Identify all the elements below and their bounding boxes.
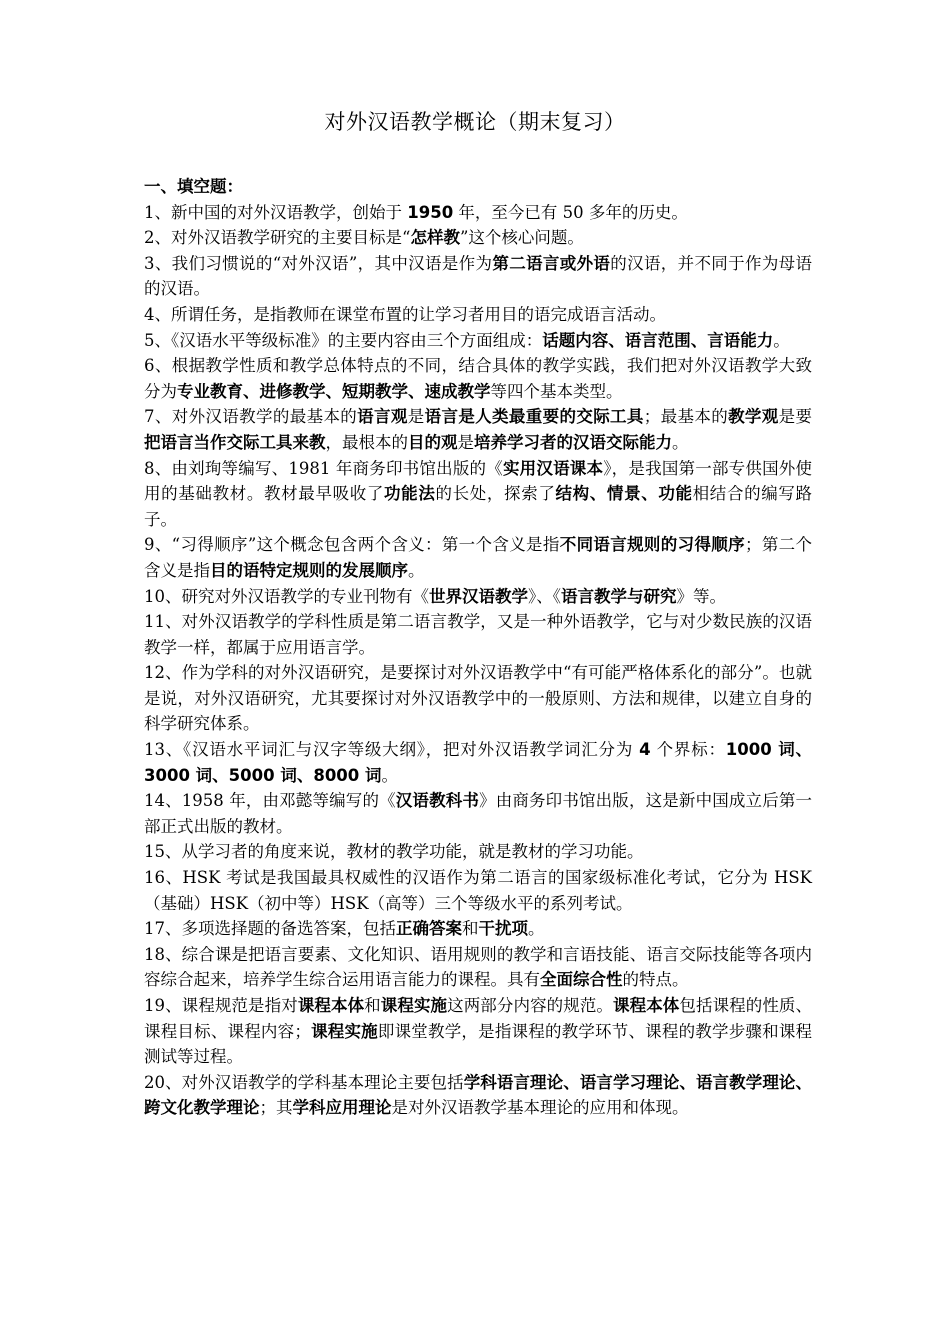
- section-heading: 一、填空题：: [144, 177, 243, 196]
- list-item: [144, 200, 812, 226]
- item-text: 的长处，探索了: [435, 484, 556, 504]
- item-text: 18、综合课是把语言要素、文化知识、语用规则的教学和言语技能、语言交际技能等各项内容综合起来，培养学生综合运用语言能力的课程。具有: [144, 944, 812, 990]
- bold-answer-text: 功能法: [384, 484, 436, 504]
- bold-answer-text: 话题内容、语言范围、言语能力: [542, 330, 774, 350]
- item-text: 7、对外汉语教学的最基本的: [144, 407, 358, 427]
- bold-answer-text: 课程本体: [613, 996, 680, 1015]
- bold-answer-text: 培养学习者的汉语交际能力: [474, 432, 672, 452]
- item-text: 13、《汉语水平词汇与汉字等级大纲》，把对外汉语教学词汇分为: [144, 740, 640, 760]
- list-item: [144, 532, 812, 583]
- item-text: 19、课程规范是指对: [144, 996, 298, 1015]
- bold-answer-text: 语言观: [357, 407, 408, 427]
- item-text: 年，至今已有 50 多年的历史。: [453, 202, 688, 222]
- list-item: [144, 328, 812, 354]
- list-item: [144, 584, 812, 610]
- bold-answer-text: 正确答案: [396, 919, 462, 939]
- item-text: 15、从学习者的角度来说，教材的教学功能，就是教材的学习功能。: [144, 842, 644, 862]
- item-text: 17、多项选择题的备选答案，包括: [144, 919, 396, 939]
- list-item: [144, 251, 812, 302]
- item-text: 8、由刘珣等编写、1981 年商务印书馆出版的《: [144, 458, 503, 478]
- bold-answer-text: 干扰项: [478, 919, 528, 939]
- item-text: 这两部分内容的规范。: [447, 996, 614, 1015]
- bold-answer-text: 学科语言理论、语言学习理论、语言教学理论、跨文化教学理论: [144, 1072, 812, 1118]
- list-item: [144, 1070, 812, 1121]
- list-item: [144, 737, 812, 788]
- bold-answer-text: 1950: [407, 202, 454, 222]
- item-text: 的汉语，并不同于作为母语的汉语。: [144, 253, 813, 299]
- bold-answer-text: 怎样教: [410, 228, 460, 248]
- item-text: 是对外汉语教学基本理论的应用和体现。: [391, 1098, 689, 1118]
- item-text: ；最基本的: [643, 407, 729, 427]
- item-text: 是: [457, 432, 474, 452]
- item-text: 。: [672, 432, 689, 452]
- list-item: [144, 788, 812, 839]
- item-text: 1、新中国的对外汉语教学，创始于: [144, 202, 408, 222]
- item-text: 。: [528, 919, 545, 939]
- item-text: 包括课程的性质、课程目标、课程内容；: [144, 996, 813, 1041]
- bold-answer-text: 不同语言规则的习得顺序: [559, 535, 745, 555]
- list-item: [144, 609, 812, 660]
- bold-answer-text: 专业教育、进修教学、短期教学、速成教学: [177, 381, 491, 401]
- document-title: 对外汉语教学概论（期末复习）: [324, 110, 626, 134]
- item-text: 。: [773, 330, 790, 350]
- item-text: ，最根本的: [325, 432, 408, 452]
- item-text: 和: [364, 996, 381, 1015]
- list-item: [144, 404, 812, 455]
- bold-answer-text: 把语言当作交际工具来教: [144, 432, 326, 452]
- bold-answer-text: 目的语特定规则的发展顺序: [210, 560, 408, 580]
- item-text: 10、研究对外汉语教学的专业刊物有《: [144, 586, 429, 606]
- item-text: 即课堂教学，是指课程的教学环节、课程的教学步骤和课程测试等过程。: [144, 1021, 813, 1067]
- document-body: [144, 174, 812, 1121]
- item-text: 5、《汉语水平等级标准》的主要内容由三个方面组成：: [144, 330, 543, 350]
- item-text: ”这个核心问题。: [459, 228, 584, 248]
- bold-answer-text: 结构、情景、功能: [555, 484, 693, 504]
- item-text: 3、我们习惯说的“对外汉语”，其中汉语是作为: [144, 253, 493, 273]
- bold-answer-text: 实用汉语课本: [502, 458, 604, 478]
- bold-answer-text: 第二语言或外语: [492, 253, 611, 273]
- list-item: [144, 942, 812, 993]
- item-text: 11、对外汉语教学的学科性质是第二语言教学，又是一种外语教学，它与对少数民族的汉语教学一样，都属于应用语言学。: [144, 612, 812, 657]
- list-item: [144, 225, 812, 251]
- bold-answer-text: 1000 词、3000 词、5000 词、8000 词: [144, 740, 813, 785]
- bold-answer-text: 世界汉语教学: [429, 586, 528, 606]
- bold-answer-text: 教学观: [728, 407, 779, 427]
- item-text: 的特点。: [622, 970, 689, 990]
- item-text: 。: [408, 560, 425, 580]
- bold-answer-text: 语言是人类最重要的交际工具: [424, 407, 644, 427]
- item-text: 9、“习得顺序”这个概念包含两个含义：第一个含义是指: [144, 535, 560, 555]
- bold-answer-text: 课程本体: [297, 996, 365, 1015]
- item-text: 》、《: [528, 586, 561, 606]
- item-text: 是: [407, 407, 425, 427]
- bold-answer-text: 学科应用理论: [292, 1098, 392, 1118]
- item-text: 12、作为学科的对外汉语研究，是要探讨对外汉语教学中“有可能严格体系化的部分”。也就是说，对外汉语研究，尤其要探讨对外汉语教学中的一般原则、方法和规律，以建立自身的科学研究体系。: [144, 663, 812, 734]
- question-list: [144, 200, 812, 1121]
- list-item: [144, 839, 812, 865]
- list-item: [144, 456, 812, 533]
- item-text: 20、对外汉语教学的学科基本理论主要包括: [144, 1072, 464, 1092]
- bold-answer-text: 目的观: [408, 432, 458, 452]
- item-text: 等四个基本类型。: [490, 381, 623, 401]
- item-text: 相结合的编写路子。: [144, 484, 813, 529]
- list-item: [144, 993, 812, 1070]
- item-text: 和: [462, 919, 479, 939]
- list-item: [144, 865, 812, 916]
- item-text: 14、1958 年，由邓懿等编写的《: [144, 791, 396, 811]
- item-text: 16、HSK 考试是我国最具权威性的汉语作为第二语言的国家级标准化考试，它分为 HSK（基础）HSK（初中等）HSK（高等）三个等级水平的系列考试。: [144, 868, 812, 913]
- bold-answer-text: 语言教学与研究: [561, 586, 677, 606]
- bold-answer-text: 汉语教科书: [395, 791, 480, 811]
- list-item: [144, 302, 812, 328]
- bold-answer-text: 4: [639, 740, 651, 760]
- item-text: 是要: [778, 407, 813, 427]
- item-text: ；第二个含义是指: [144, 535, 813, 580]
- bold-answer-text: 全面综合性: [540, 970, 623, 990]
- item-text: 6、根据教学性质和教学总体特点的不同，结合具体的教学实践，我们把对外汉语教学大致分为: [144, 356, 812, 401]
- item-text: 2、对外汉语教学研究的主要目标是“: [144, 228, 411, 248]
- list-item: [144, 353, 812, 404]
- item-text: 》等。: [676, 586, 726, 606]
- item-text: 。: [381, 765, 399, 785]
- bold-answer-text: 课程实施: [380, 996, 448, 1015]
- item-text: 》，是我国第一部专供国外使用的基础教材。教材最早吸收了: [144, 458, 812, 504]
- list-item: [144, 916, 812, 942]
- item-text: 个界标：: [650, 740, 726, 760]
- list-item: [144, 660, 812, 737]
- bold-answer-text: 课程实施: [310, 1021, 378, 1041]
- item-text: 》由商务印书馆出版，这是新中国成立后第一部正式出版的教材。: [144, 791, 813, 836]
- item-text: ；其: [259, 1098, 293, 1118]
- item-text: 4、所谓任务，是指教师在课堂布置的让学习者用目的语完成语言活动。: [144, 304, 666, 324]
